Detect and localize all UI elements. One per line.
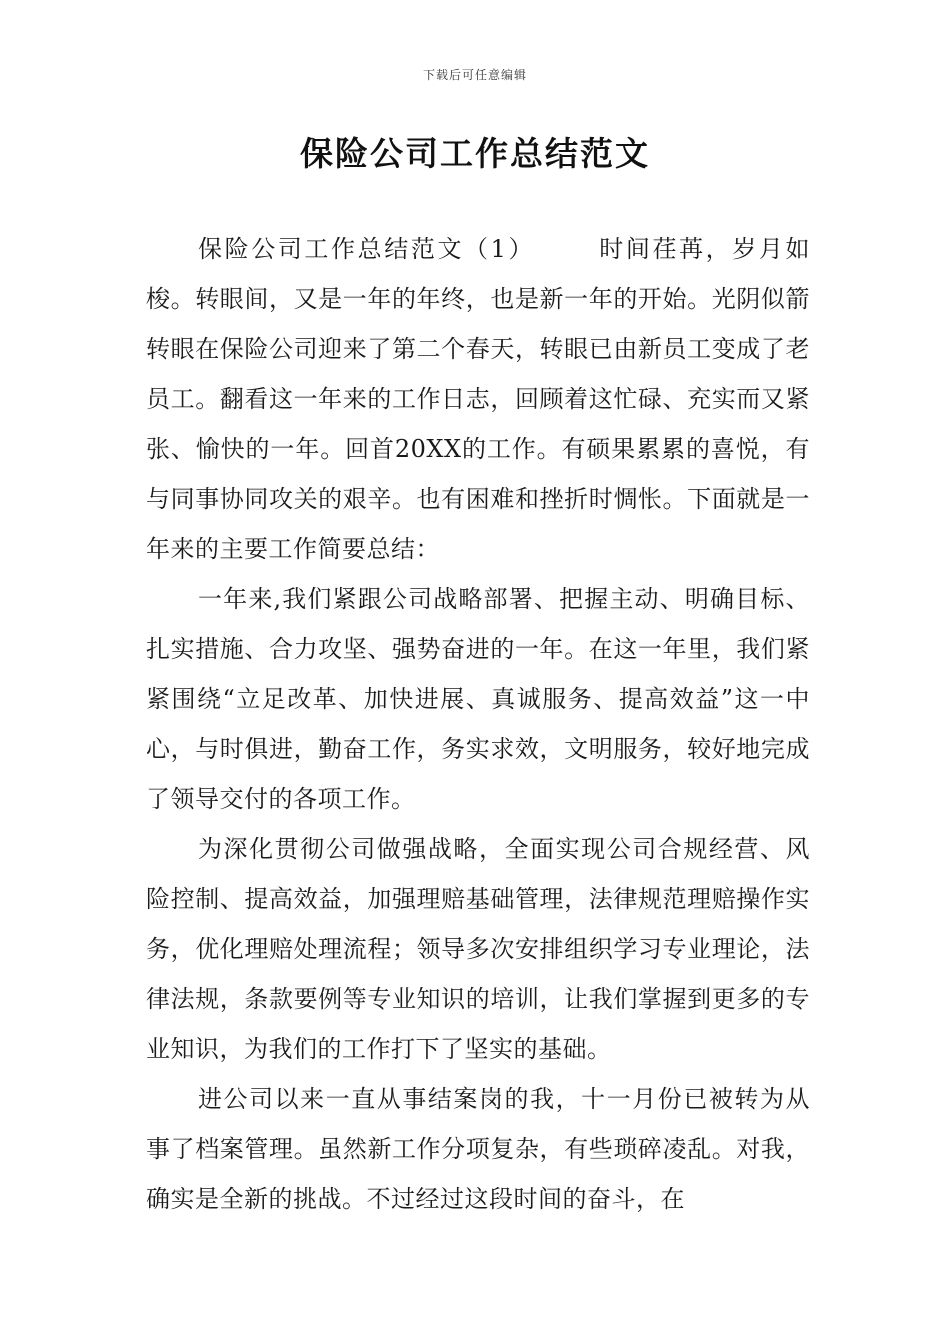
paragraph: 一年来,我们紧跟公司战略部署、把握主动、明确目标、扎实措施、合力攻坚、强势奋进的一年。在这一年里，我们紧紧围绕“立足改革、加快进展、真诚服务、提高效益”这一中心，与时俱进，勤奋工作，务实求效，文明服务，较好地完成了领导交付的各项工作。 xyxy=(146,585,810,813)
paragraph: 为深化贯彻公司做强战略，全面实现公司合规经营、风险控制、提高效益，加强理赔基础管理，法律规范理赔操作实务，优化理赔处理流程；领导多次安排组织学习专业理论，法律法规，条款要例等专业知识的培训，让我们掌握到更多的专业知识，为我们的工作打下了坚实的基础。 xyxy=(146,835,810,1063)
header-note: 下载后可任意编辑 xyxy=(422,68,527,82)
document-title: 保险公司工作总结范文 xyxy=(300,134,650,173)
document-body xyxy=(146,224,810,1224)
paragraph: 进公司以来一直从事结案岗的我，十一月份已被转为从事了档案管理。虽然新工作分项复杂，有些琐碎凌乱。对我，确实是全新的挑战。不过经过这段时间的奋斗，在 xyxy=(146,1085,810,1213)
paragraph-intro xyxy=(146,224,810,574)
intro-text: 时间荏苒，岁月如梭。转眼间，又是一年的年终，也是新一年的开始。光阴似箭转眼在保险公司迎来了第二个春天，转眼已由新员工变成了老员工。翻看这一年来的工作日志，回顾着这忙碌、充实而又紧张、愉快的一年。回首20XX的工作。有硕果累累的喜悦，有与同事协同攻关的艰辛。也有困难和挫折时惆怅。下面就是一年来的主要工作简要总结： xyxy=(146,235,811,563)
intro-label: 保险公司工作总结范文（1） xyxy=(198,235,536,263)
